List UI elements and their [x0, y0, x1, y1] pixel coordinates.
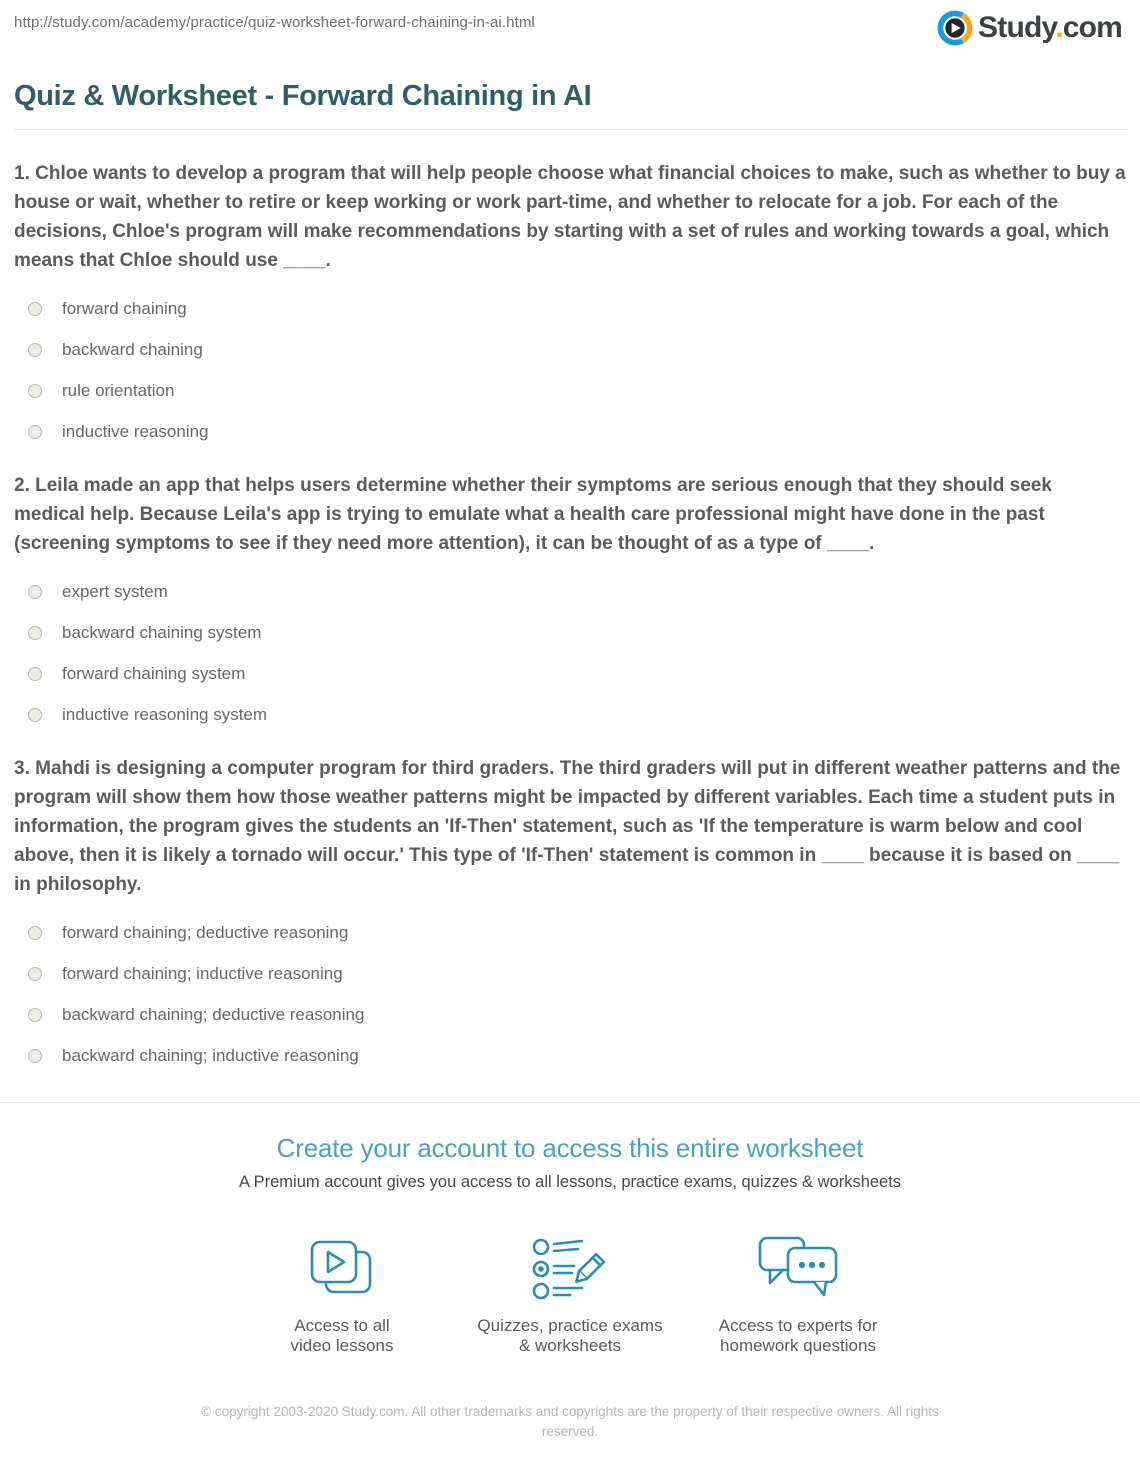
feature-label: Access to all video lessons [290, 1316, 394, 1355]
studycom-logo-icon [937, 10, 973, 46]
radio-button[interactable] [28, 384, 42, 398]
logo-dot: . [1055, 11, 1063, 44]
question-1-text: 1. Chloe wants to develop a program that will help people choose what financial choices to make, such as whether to buy a house or wait, whether to retire or keep working or work part-time, and whether to relocate for a job. For each of the decisions, Chloe's program will make recommendations by starting with a set of rules and working towards a goal, which means that Chloe should use ____. [14, 163, 1126, 271]
top-bar [0, 0, 1140, 46]
option-label[interactable]: inductive reasoning system [62, 705, 268, 724]
radio-button[interactable] [28, 626, 42, 640]
cta-heading: Create your account to access this entire worksheet [276, 1133, 864, 1163]
quiz-worksheet-icon [456, 1234, 684, 1300]
page-url: http://study.com/academy/practice/quiz-worksheet-forward-chaining-in-ai.html [14, 14, 535, 31]
option-label[interactable]: backward chaining; inductive reasoning [62, 1046, 359, 1065]
option-label[interactable]: forward chaining; inductive reasoning [62, 964, 343, 983]
option-label[interactable]: forward chaining system [62, 664, 246, 683]
option-label[interactable]: backward chaining system [62, 623, 262, 642]
quiz-body [0, 159, 1140, 1066]
cta-section [0, 1133, 1140, 1356]
copyright-notice: © copyright 2003-2020 Study.com. All other trademarks and copyrights are the property of their respective owners. All rights reserved. [201, 1404, 939, 1439]
question-3-options [28, 923, 1126, 1066]
radio-button[interactable] [28, 926, 42, 940]
option-label[interactable]: rule orientation [62, 381, 175, 400]
studycom-logo[interactable] [937, 10, 1122, 46]
radio-button[interactable] [28, 302, 42, 316]
radio-button[interactable] [28, 667, 42, 681]
option-label[interactable]: backward chaining [62, 340, 203, 359]
option-row[interactable] [28, 381, 1126, 401]
page-title: Quiz & Worksheet - Forward Chaining in AI [14, 80, 592, 112]
option-label[interactable]: forward chaining [62, 299, 187, 318]
video-lessons-icon [228, 1234, 456, 1300]
option-row[interactable] [28, 582, 1126, 602]
option-row[interactable] [28, 964, 1126, 984]
option-row[interactable] [28, 705, 1126, 725]
radio-button[interactable] [28, 585, 42, 599]
studycom-logo-text: Study.com [978, 11, 1122, 44]
option-label[interactable]: inductive reasoning [62, 422, 209, 441]
feature-expert-help [684, 1234, 912, 1356]
experts-chat-icon [684, 1234, 912, 1300]
cta-subheading: A Premium account gives you access to all lessons, practice exams, quizzes & worksheets [238, 1173, 902, 1191]
option-row[interactable] [28, 299, 1126, 319]
option-row[interactable] [28, 1046, 1126, 1066]
feature-list [0, 1234, 1140, 1356]
question-1-options [28, 299, 1126, 442]
option-row[interactable] [28, 1005, 1126, 1025]
question-2-options [28, 582, 1126, 725]
cta-divider [0, 1102, 1140, 1103]
question-3-text: 3. Mahdi is designing a computer program for third graders. The third graders will put in different weather patterns and the program will show them how those weather patterns might be impacted by different variables. Each time a student puts in information, the program gives the students an 'If-Then' statement, such as 'If the temperature is warm below and cool above, then it is likely a tornado will occur.' This type of 'If-Then' statement is common in ____ because it is based on ____ in philosophy. [14, 758, 1121, 895]
feature-label: Access to experts for homework questions [718, 1316, 878, 1355]
feature-quizzes-worksheets [456, 1234, 684, 1356]
radio-button[interactable] [28, 1008, 42, 1022]
feature-video-lessons [228, 1234, 456, 1356]
option-row[interactable] [28, 340, 1126, 360]
option-row[interactable] [28, 623, 1126, 643]
option-label[interactable]: backward chaining; deductive reasoning [62, 1005, 365, 1024]
radio-button[interactable] [28, 425, 42, 439]
radio-button[interactable] [28, 708, 42, 722]
option-label[interactable]: forward chaining; deductive reasoning [62, 923, 349, 942]
title-divider [14, 129, 1126, 130]
option-row[interactable] [28, 664, 1126, 684]
question-2-text: 2. Leila made an app that helps users determine whether their symptoms are serious enough that they should seek medical help. Because Leila's app is trying to emulate what a health care professional might have done in the past (screening symptoms to see if they need more attention), it can be thought of as a type of ____. [14, 475, 1052, 554]
feature-label: Quizzes, practice exams & worksheets [477, 1316, 663, 1355]
option-label[interactable]: expert system [62, 582, 168, 601]
option-row[interactable] [28, 422, 1126, 442]
radio-button[interactable] [28, 1049, 42, 1063]
radio-button[interactable] [28, 343, 42, 357]
radio-button[interactable] [28, 967, 42, 981]
option-row[interactable] [28, 923, 1126, 943]
